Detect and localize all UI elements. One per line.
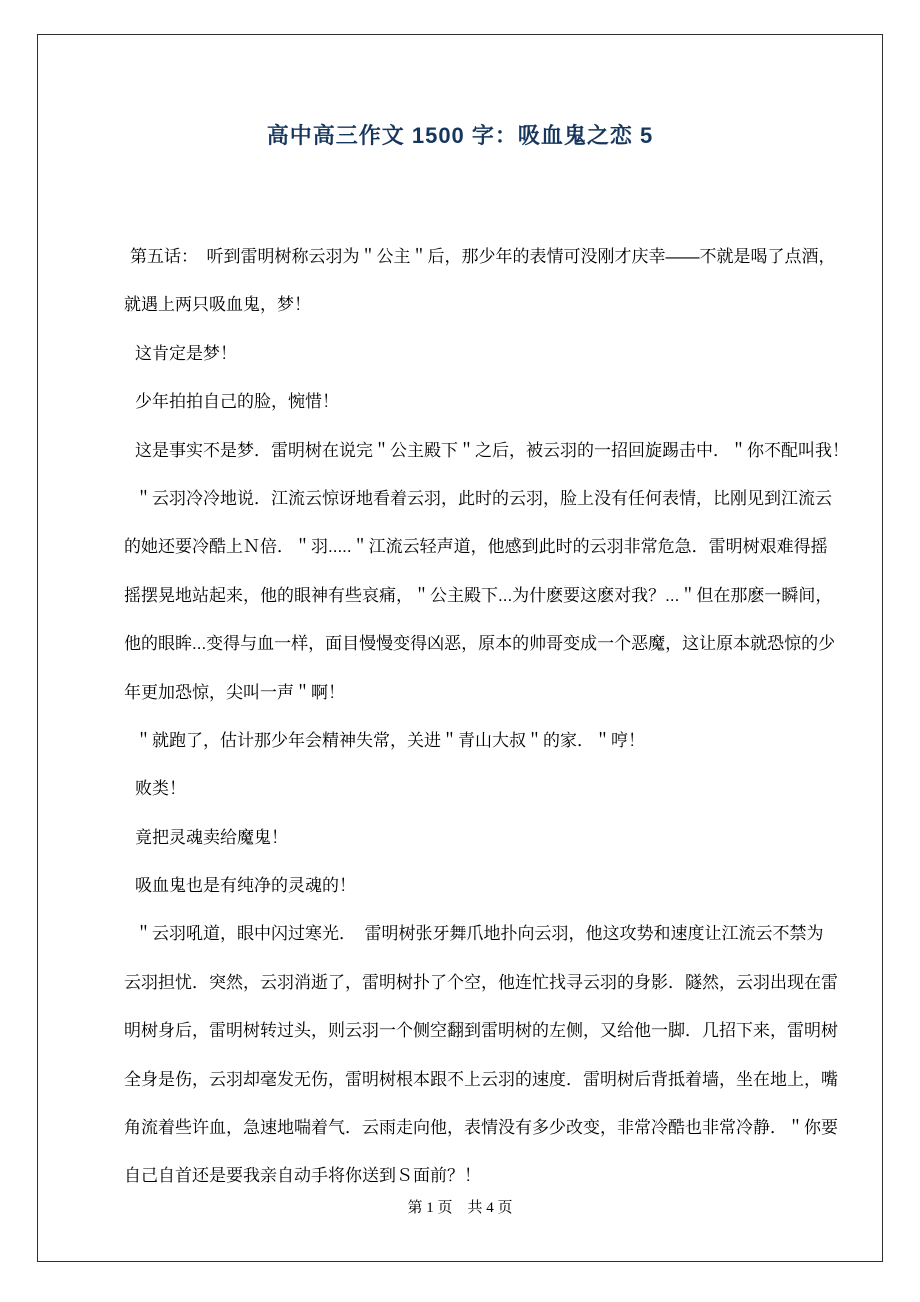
text-line: ＂就跑了，估计那少年会精神失常，关进＂青山大叔＂的家．＂哼！ xyxy=(135,730,645,750)
text-line: 这肯定是梦！ xyxy=(135,343,237,363)
text-line: 全身是伤，云羽却毫发无伤，雷明树根本跟不上云羽的速度．雷明树后背抵着墙，坐在地上，嘴 xyxy=(124,1069,838,1089)
text-line: 就遇上两只吸血鬼，梦！ xyxy=(124,295,311,315)
page-title: 高中高三作文 1500 字：吸血鬼之恋 5 xyxy=(266,123,654,148)
text-line: 这是事实不是梦．雷明树在说完＂公主殿下＂之后，被云羽的一招回旋踢击中．＂你不配叫我！ xyxy=(135,440,849,460)
text-line: 竟把灵魂卖给魔鬼！ xyxy=(135,827,288,847)
text-line: 摇摆晃地站起来，他的眼神有些哀痛，＂公主殿下...为什麽要这麽对我？...＂但在那麽一瞬间， xyxy=(124,585,833,605)
text-line: 的她还要冷酷上Ｎ倍．＂羽.....＂江流云轻声道，他感到此时的云羽非常危急．雷明树艰难得摇 xyxy=(124,537,828,557)
text-line: ＂云羽吼道，眼中闪过寒光． 雷明树张牙舞爪地扑向云羽，他这攻势和速度让江流云不禁为 xyxy=(135,924,824,944)
document-page xyxy=(37,34,883,1262)
text-line: 角流着些许血，急速地喘着气．云雨走向他，表情没有多少改变，非常冷酷也非常冷静．＂你要 xyxy=(124,1118,838,1138)
text-line: ＂云羽冷冷地说．江流云惊讶地看着云羽，此时的云羽，脸上没有任何表情，比刚见到江流云 xyxy=(135,488,832,508)
text-line: 云羽担忧．突然，云羽消逝了，雷明树扑了个空，他连忙找寻云羽的身影．隧然，云羽出现在雷 xyxy=(124,972,838,992)
text-line: 少年拍拍自己的脸，惋惜！ xyxy=(135,392,339,412)
text-line: 败类！ xyxy=(135,779,186,799)
text-line: 他的眼眸...变得与血一样，面目慢慢变得凶恶，原本的帅哥变成一个恶魔，这让原本就恐惊的少 xyxy=(124,634,836,654)
text-line: 明树身后，雷明树转过头，则云羽一个侧空翻到雷明树的左侧，又给他一脚．几招下来，雷明树 xyxy=(124,1021,838,1041)
body-text xyxy=(124,233,849,1201)
text-line: 第五话： 听到雷明树称云羽为＂公主＂后，那少年的表情可没刚才庆幸——不就是喝了点酒， xyxy=(130,247,836,266)
page-number-footer: 第 1 页 共 4 页 xyxy=(407,1200,513,1216)
text-line: 自己自首还是要我亲自动手将你送到Ｓ面前？！ xyxy=(124,1166,481,1186)
text-line: 年更加恐惊，尖叫一声＂啊！ xyxy=(124,682,345,702)
text-line: 吸血鬼也是有纯净的灵魂的！ xyxy=(135,876,356,896)
